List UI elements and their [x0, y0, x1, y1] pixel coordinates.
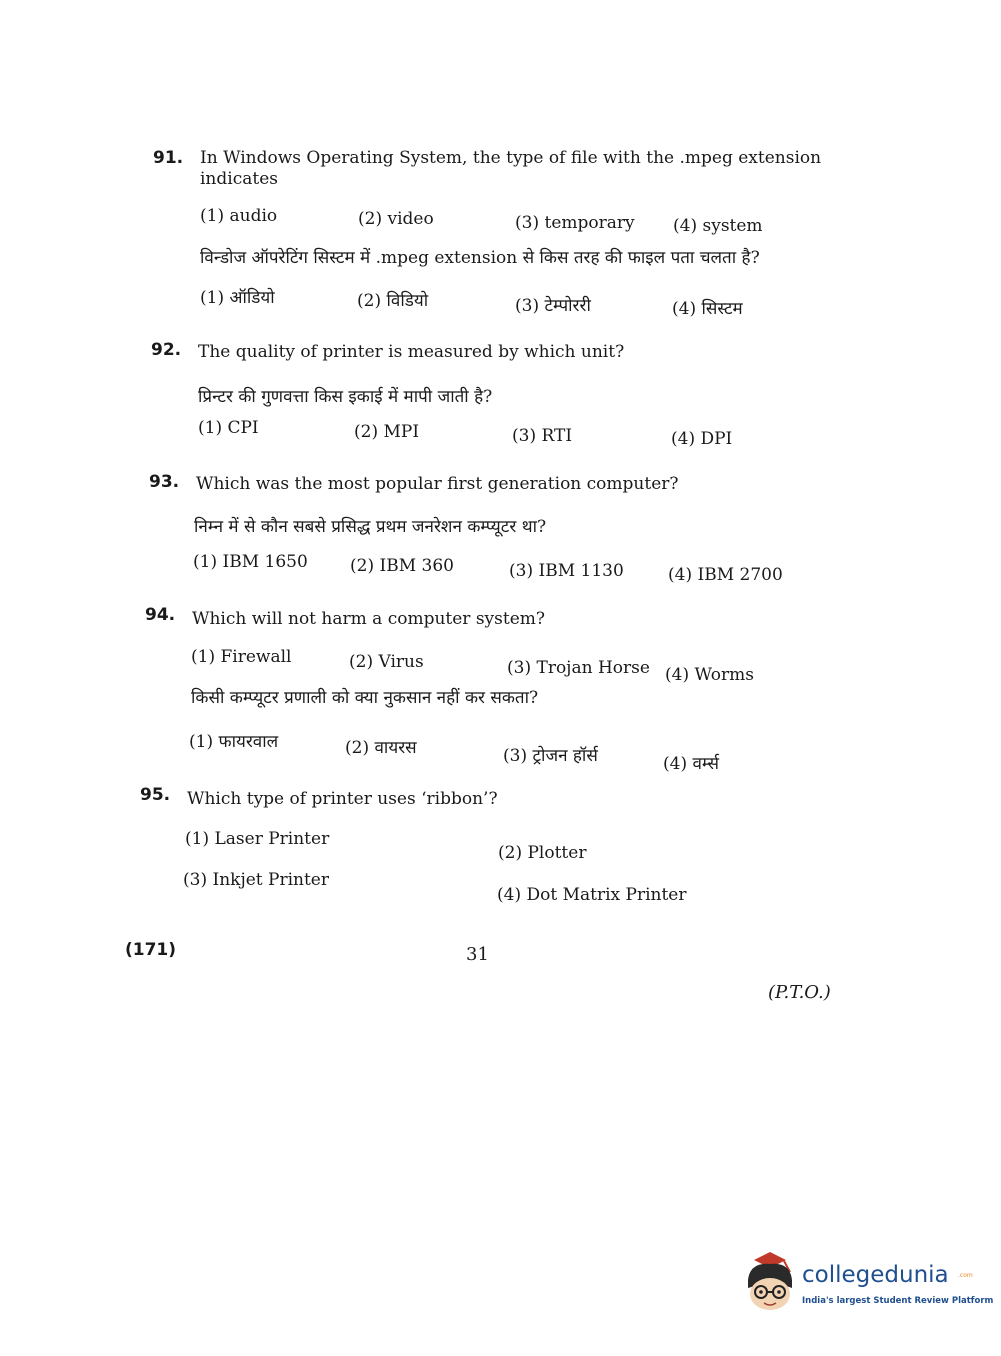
question-number: 93. — [149, 472, 180, 492]
option-4-en: (4) Worms — [665, 665, 755, 685]
question-number: 91. — [153, 148, 184, 168]
option-2: (2) MPI — [354, 422, 420, 442]
option-3-en: (3) temporary — [515, 213, 635, 233]
paper-code: (171) — [125, 940, 177, 960]
option-3: (3) IBM 1130 — [509, 561, 624, 581]
question-text-hi: निम्न में से कौन सबसे प्रसिद्ध प्रथम जनरेशन कम्प्यूटर था? — [194, 517, 547, 537]
option-3-en: (3) Trojan Horse — [507, 658, 650, 678]
option-4-hi: (4) वर्म्स — [663, 754, 719, 774]
option-3-hi: (3) टेम्पोररी — [515, 296, 591, 316]
question-text-en: Which will not harm a computer system? — [192, 609, 545, 629]
question-text-en: Which type of printer uses ‘ribbon’? — [187, 789, 498, 809]
option-1: (1) Laser Printer — [185, 829, 330, 849]
option-3-hi: (3) ट्रोजन हॉर्स — [503, 746, 598, 766]
option-1-hi: (1) ऑडियो — [200, 288, 275, 308]
option-3: (3) RTI — [512, 426, 573, 446]
question-text-en: In Windows Operating System, the type of file with the .mpeg extension — [200, 148, 822, 168]
logo-tagline: India's largest Student Review Platform — [802, 1296, 994, 1306]
option-1-en: (1) audio — [200, 206, 278, 226]
option-4-en: (4) system — [673, 216, 763, 236]
option-2-hi: (2) विडियो — [357, 291, 429, 311]
option-2: (2) Plotter — [498, 843, 587, 863]
option-1-en: (1) Firewall — [191, 647, 292, 667]
option-3: (3) Inkjet Printer — [183, 870, 329, 890]
page-number: 31 — [466, 944, 489, 965]
option-4: (4) DPI — [671, 429, 733, 449]
option-2: (2) IBM 360 — [350, 556, 454, 576]
option-1: (1) IBM 1650 — [193, 552, 308, 572]
option-1: (1) CPI — [198, 418, 259, 438]
option-4: (4) IBM 2700 — [668, 565, 783, 585]
question-number: 92. — [151, 340, 182, 360]
question-text-en: The quality of printer is measured by which unit? — [198, 342, 625, 362]
question-text-hi: विन्डोज ऑपरेटिंग सिस्टम में .mpeg extension से किस तरह की फाइल पता चलता है? — [200, 248, 760, 268]
option-4: (4) Dot Matrix Printer — [497, 885, 687, 905]
question-number: 94. — [145, 605, 176, 625]
logo-tld: .com — [958, 1272, 973, 1279]
option-2-hi: (2) वायरस — [345, 738, 417, 758]
question-text-en: Which was the most popular first generation computer? — [196, 474, 679, 494]
question-number: 95. — [140, 785, 171, 805]
option-4-hi: (4) सिस्टम — [672, 299, 743, 319]
option-1-hi: (1) फायरवाल — [189, 732, 279, 752]
question-text-hi: प्रिन्टर की गुणवत्ता किस इकाई में मापी जाती है? — [198, 387, 493, 407]
question-text-hi: किसी कम्प्यूटर प्रणाली को क्या नुकसान नहीं कर सकता? — [191, 688, 539, 708]
collegedunia-logo — [740, 1250, 994, 1320]
please-turn-over: (P.T.O.) — [768, 982, 831, 1003]
logo-name: collegedunia — [802, 1262, 949, 1288]
option-2-en: (2) video — [358, 209, 434, 229]
option-2-en: (2) Virus — [349, 652, 424, 672]
mascot-icon — [740, 1250, 800, 1312]
question-text-en-cont: indicates — [200, 169, 278, 189]
